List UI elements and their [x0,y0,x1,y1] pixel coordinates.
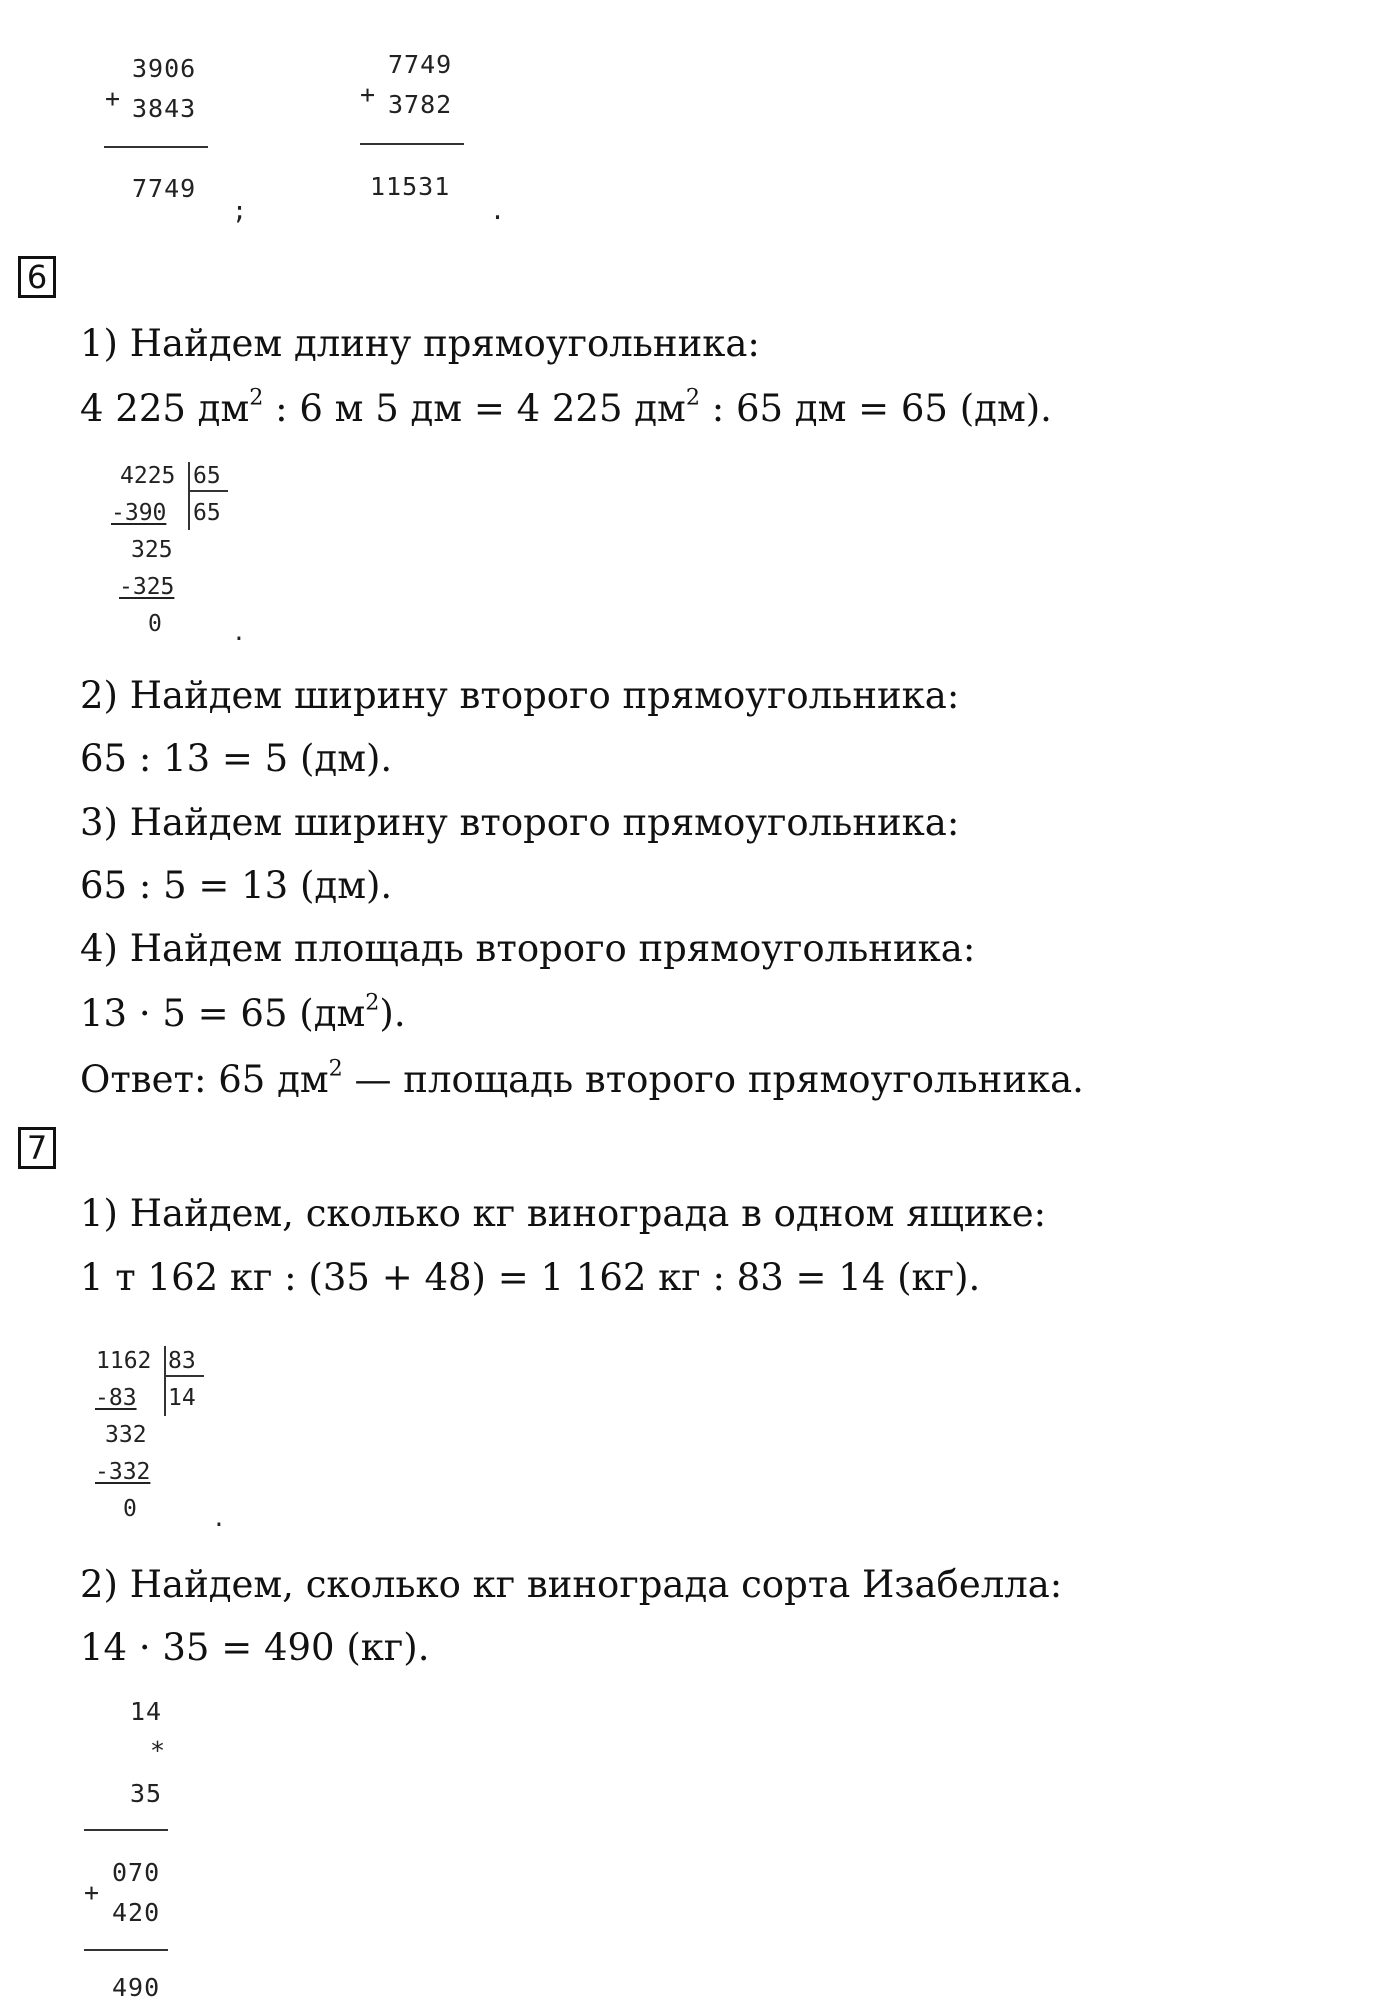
division-quotient: 14 [168,1385,196,1411]
division-quotient: 65 [193,500,221,526]
sum-line [104,146,208,148]
division-dot: . [212,1506,226,1532]
division-subtrahend: -390 [111,500,167,526]
step-calculation: 4 225 $дм^2$ : 6 м 5 дм = 4 225 $дм^2$ : 65 дм = 65 (дм). [80,384,1052,430]
addend-1: 3906 [132,54,197,83]
plus-sign: + [84,1878,101,1907]
multiplicand: 14 [130,1697,163,1726]
separator: . [490,196,507,225]
step-title: 1) Найдем длину прямоугольника: [80,322,760,365]
product-result: 490 [112,1973,161,2002]
division-dividend: 4225 [120,463,176,489]
step-title: 1) Найдем, сколько кг винограда в одном ящике: [80,1192,1047,1235]
plus-sign: + [360,80,377,109]
step-calculation: 65 : 13 = 5 (дм). [80,737,393,780]
sum-line [84,1949,168,1951]
step-title: 3) Найдем ширину второго прямоугольника: [80,801,960,844]
sum-result: 7749 [132,174,197,203]
step-title: 4) Найдем площадь второго прямоугольника: [80,927,976,970]
step-calculation: 65 : 5 = 13 (дм). [80,864,393,907]
partial-product: 070 [112,1858,161,1887]
step-title: 2) Найдем, сколько кг винограда сорта Изабелла: [80,1563,1063,1606]
division-subtrahend: -325 [119,574,175,600]
addend-2: 3843 [132,94,197,123]
task-number-box: 6 [18,256,56,298]
division-bar [164,1346,166,1416]
multiply-sign: * [150,1736,167,1765]
division-bar [188,462,190,530]
division-remainder: 332 [105,1422,147,1448]
answer-line: Ответ: 65 $дм^2$ — площадь второго прямоугольника. [80,1055,1084,1101]
division-dot: . [232,620,246,646]
task-number-box: 7 [18,1127,56,1169]
divisor-line [164,1375,204,1377]
step-calculation: 1 т 162 кг : (35 + 48) = 1 162 кг : 83 = 14 (кг). [80,1256,981,1299]
product-line [84,1829,168,1831]
addend-1: 7749 [388,50,453,79]
step-calculation: 14 · 35 = 490 (кг). [80,1626,430,1669]
division-dividend: 1162 [96,1348,152,1374]
division-subtrahend: -83 [95,1385,137,1411]
division-remainder: 325 [131,537,173,563]
division-divisor: 83 [168,1348,196,1374]
step-calculation: 13 · 5 = 65 $(дм^2)$. [80,989,406,1035]
multiplier: 35 [130,1779,163,1808]
partial-product: 420 [112,1898,161,1927]
divisor-line [188,490,228,492]
division-divisor: 65 [193,463,221,489]
division-subtrahend: -332 [95,1459,151,1485]
sum-result: 11531 [370,172,451,201]
separator: ; [232,196,249,225]
addend-2: 3782 [388,90,453,119]
division-remainder: 0 [148,611,162,637]
step-title: 2) Найдем ширину второго прямоугольника: [80,674,960,717]
sum-line [360,143,464,145]
division-remainder: 0 [123,1496,137,1522]
plus-sign: + [105,84,122,113]
